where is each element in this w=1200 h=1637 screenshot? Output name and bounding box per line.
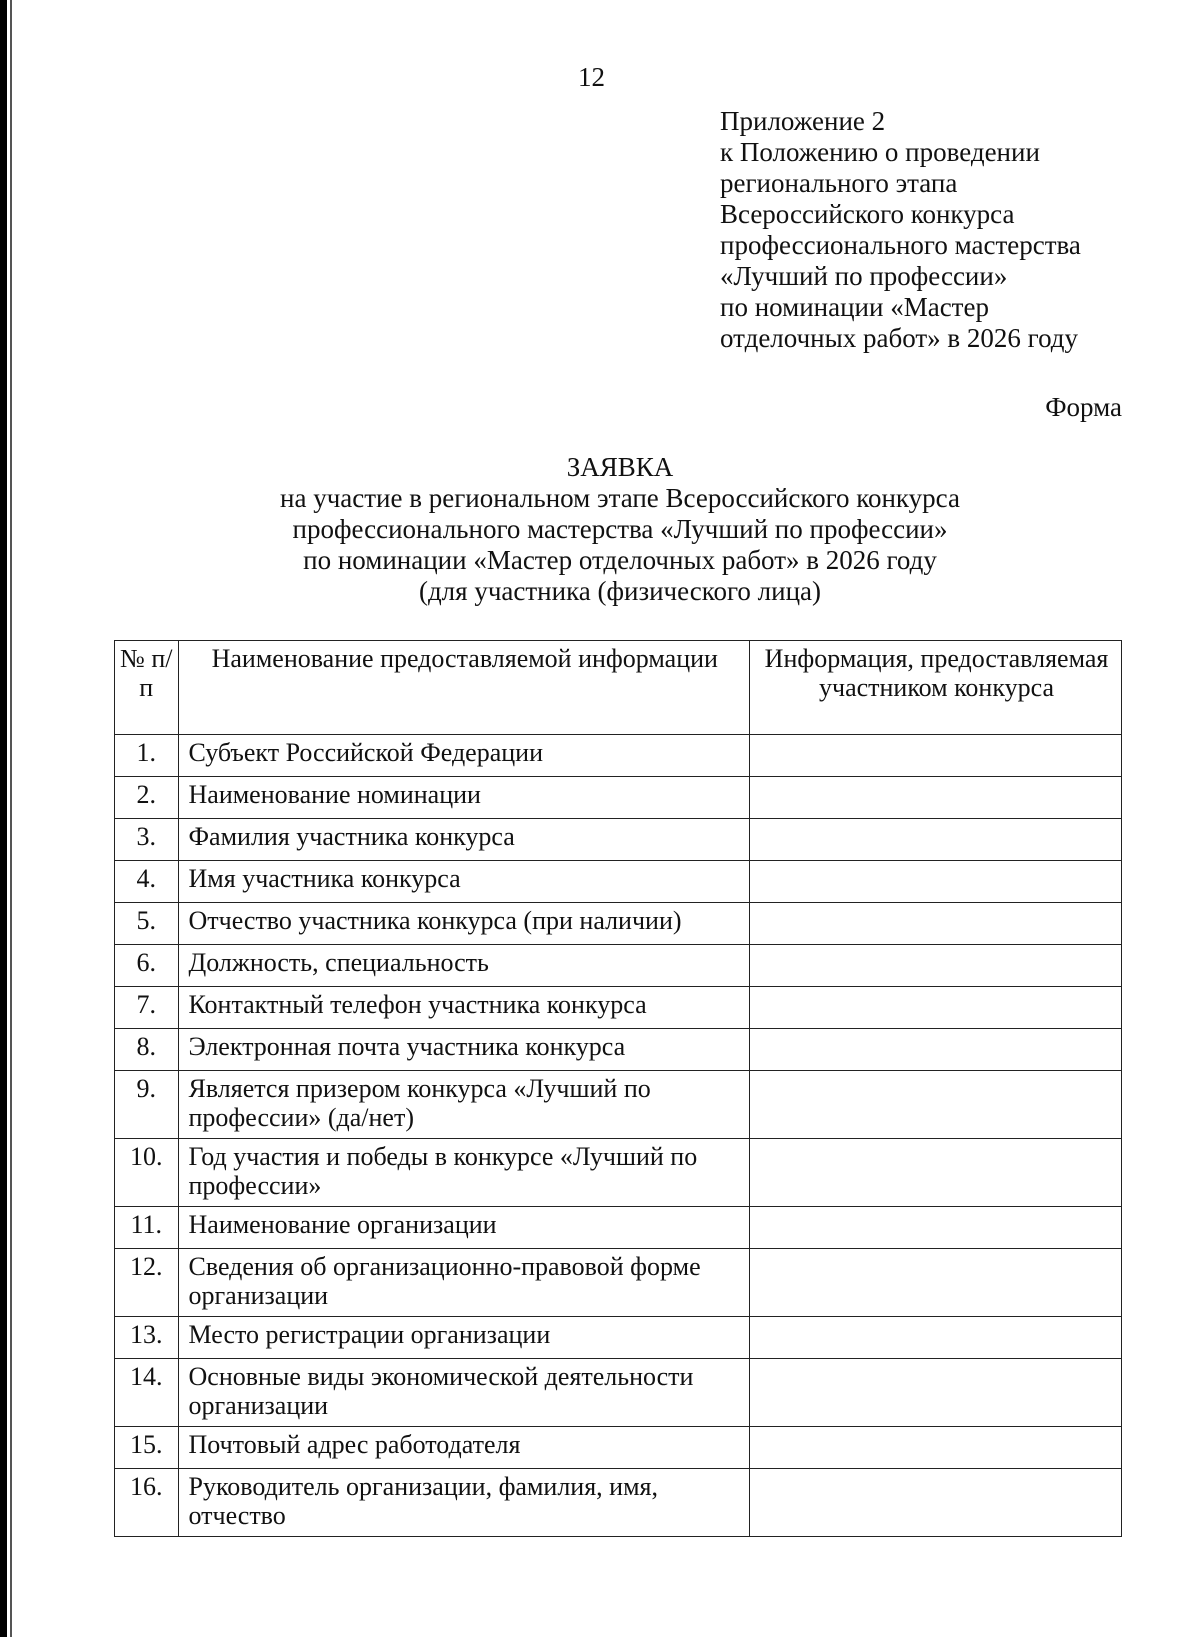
- annex-line: к Положению о проведении: [720, 137, 1040, 167]
- annex-line: профессионального мастерства: [720, 230, 1081, 260]
- row-number: 8.: [115, 1029, 179, 1071]
- row-number: 6.: [115, 945, 179, 987]
- table-header-row: [115, 641, 1122, 735]
- row-info-field[interactable]: [750, 819, 1122, 861]
- row-info-field[interactable]: [750, 987, 1122, 1029]
- row-info-field[interactable]: [750, 1317, 1122, 1359]
- annex-line: регионального этапа: [720, 168, 958, 198]
- application-table: [114, 640, 1122, 1537]
- row-name: Субъект Российской Федерации: [178, 735, 750, 777]
- table-row: [115, 1207, 1122, 1249]
- row-name: Место регистрации организации: [178, 1317, 750, 1359]
- row-name: Наименование организации: [178, 1207, 750, 1249]
- row-info-field[interactable]: [750, 1207, 1122, 1249]
- table-row: [115, 1469, 1122, 1537]
- form-label: Форма: [1045, 392, 1122, 422]
- page-number: 12: [578, 62, 605, 92]
- annex-block: [720, 106, 1180, 354]
- table-row: [115, 945, 1122, 987]
- table-row: [115, 1139, 1122, 1207]
- row-number: 12.: [115, 1249, 179, 1317]
- annex-line: Всероссийского конкурса: [720, 199, 1015, 229]
- scan-edge: [0, 0, 7, 1637]
- row-name: Должность, специальность: [178, 945, 750, 987]
- title-line: (для участника (физического лица): [418, 576, 822, 606]
- table-row: [115, 987, 1122, 1029]
- row-name: Является призером конкурса «Лучший по профессии» (да/нет): [178, 1071, 750, 1139]
- table-row: [115, 1029, 1122, 1071]
- row-number: 13.: [115, 1317, 179, 1359]
- row-number: 2.: [115, 777, 179, 819]
- table-row: [115, 819, 1122, 861]
- annex-line: Приложение 2: [720, 106, 886, 136]
- header-number: № п/п: [115, 641, 179, 735]
- row-info-field[interactable]: [750, 1249, 1122, 1317]
- table-row: [115, 1359, 1122, 1427]
- row-name: Сведения об организационно-правовой форме организации: [178, 1249, 750, 1317]
- table-row: [115, 1317, 1122, 1359]
- table-row: [115, 1249, 1122, 1317]
- row-name: Основные виды экономической деятельности организации: [178, 1359, 750, 1427]
- header-info: Информация, предоставляемая участником конкурса: [750, 641, 1122, 735]
- document-title: [0, 452, 1200, 607]
- row-info-field[interactable]: [750, 945, 1122, 987]
- title-heading: ЗАЯВКА: [566, 452, 674, 482]
- row-info-field[interactable]: [750, 1359, 1122, 1427]
- annex-line: «Лучший по профессии»: [720, 261, 1008, 291]
- row-info-field[interactable]: [750, 735, 1122, 777]
- row-info-field[interactable]: [750, 777, 1122, 819]
- row-name: Год участия и победы в конкурсе «Лучший по профессии»: [178, 1139, 750, 1207]
- row-info-field[interactable]: [750, 1469, 1122, 1537]
- title-line: на участие в региональном этапе Всероссийского конкурса: [280, 483, 960, 513]
- row-name: Наименование номинации: [178, 777, 750, 819]
- row-number: 10.: [115, 1139, 179, 1207]
- row-name: Контактный телефон участника конкурса: [178, 987, 750, 1029]
- row-info-field[interactable]: [750, 1427, 1122, 1469]
- row-name: Руководитель организации, фамилия, имя, отчество: [178, 1469, 750, 1537]
- row-info-field[interactable]: [750, 1139, 1122, 1207]
- title-line: по номинации «Мастер отделочных работ» в 2026 году: [303, 545, 937, 575]
- table-row: [115, 861, 1122, 903]
- row-number: 16.: [115, 1469, 179, 1537]
- row-number: 7.: [115, 987, 179, 1029]
- annex-line: по номинации «Мастер: [720, 292, 989, 322]
- row-name: Электронная почта участника конкурса: [178, 1029, 750, 1071]
- row-name: Фамилия участника конкурса: [178, 819, 750, 861]
- row-number: 11.: [115, 1207, 179, 1249]
- table-row: [115, 1427, 1122, 1469]
- row-number: 1.: [115, 735, 179, 777]
- row-number: 3.: [115, 819, 179, 861]
- table-row: [115, 735, 1122, 777]
- table-row: [115, 1071, 1122, 1139]
- row-number: 5.: [115, 903, 179, 945]
- annex-line: отделочных работ» в 2026 году: [720, 323, 1079, 353]
- table-body: [115, 735, 1122, 1537]
- title-line: профессионального мастерства «Лучший по профессии»: [292, 514, 948, 544]
- row-number: 4.: [115, 861, 179, 903]
- row-number: 14.: [115, 1359, 179, 1427]
- row-info-field[interactable]: [750, 861, 1122, 903]
- row-name: Имя участника конкурса: [178, 861, 750, 903]
- row-info-field[interactable]: [750, 1029, 1122, 1071]
- row-name: Почтовый адрес работодателя: [178, 1427, 750, 1469]
- row-number: 15.: [115, 1427, 179, 1469]
- table-row: [115, 777, 1122, 819]
- row-info-field[interactable]: [750, 1071, 1122, 1139]
- row-info-field[interactable]: [750, 903, 1122, 945]
- row-name: Отчество участника конкурса (при наличии): [178, 903, 750, 945]
- scan-edge-line: [10, 0, 12, 1637]
- row-number: 9.: [115, 1071, 179, 1139]
- header-name: Наименование предоставляемой информации: [178, 641, 750, 735]
- table-row: [115, 903, 1122, 945]
